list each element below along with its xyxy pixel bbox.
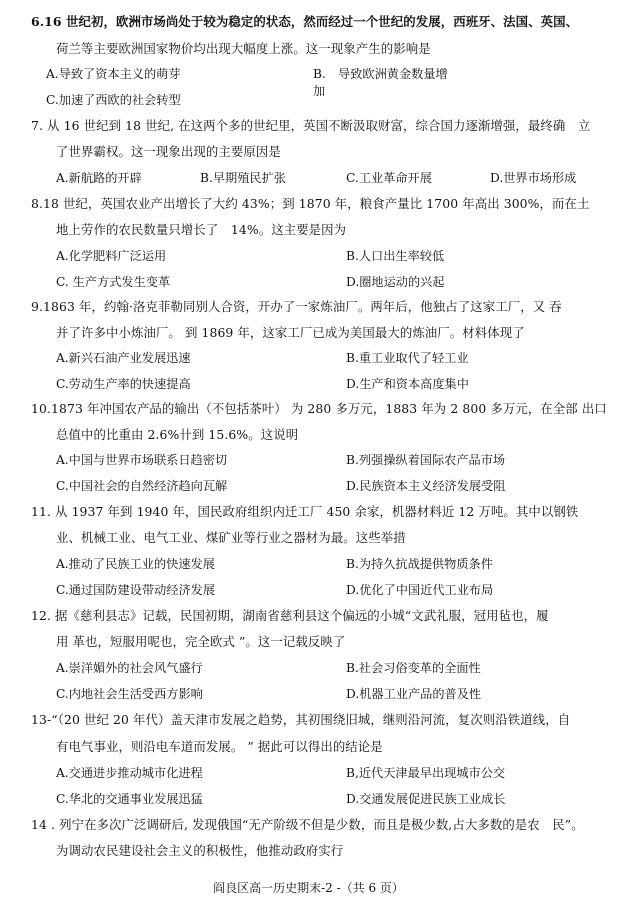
question-11-option-b[interactable]: B.为持久抗战提供物质条件 [346,557,493,571]
question-9-option-b[interactable]: B.重工业取代了轻工业 [346,351,469,365]
question-6-option-a[interactable]: A.导致了资本主义的萌芽 [46,67,181,81]
question-12-line-2: 用 革也，短服用呢也，完全欧式 ”。这一记载反映了 [56,634,346,649]
question-13-line-2: 有电气事业，则沿电车道而发展。 ” 据此可以得出的结论是 [56,739,383,754]
page-footer: 阎良区高一历史期末-2 -（共 6 页） [213,881,404,895]
question-12-option-d[interactable]: D.机器工业产品的普及性 [346,687,482,701]
question-6-option-b[interactable]: B. 导致欧洲黄金数量增 [313,67,448,81]
question-8-option-d[interactable]: D.圈地运动的兴起 [346,275,445,289]
question-7-line-2: 了世界霸权。这一现象出现的主要原因是 [56,144,281,159]
question-6-line-1: 6.16 世纪初，欧洲市场尚处于较为稳定的状态，然而经过一个世纪的发展，西班牙、法国、英国、 [31,14,579,29]
question-8-option-b[interactable]: B.人口出生率较低 [346,249,445,263]
question-9-option-c[interactable]: C.劳动生产率的快速提高 [56,377,191,391]
question-12-option-a[interactable]: A.崇洋媚外的社会风气盛行 [56,661,203,675]
question-14-line-1: 14 . 列宁在多次广泛调研后, 发现俄国“无产阶级不但是少数，而且是极少数,占大多数的是农 民”。 [31,817,584,832]
question-12-option-c[interactable]: C.内地社会生活受西方影响 [56,687,203,701]
question-11-option-a[interactable]: A.推动了民族工业的快速发展 [56,557,215,571]
question-7-option-c[interactable]: C.工业革命开展 [346,171,432,185]
question-13-line-1: 13-“（20 世纪 20 年代）盖天津市发展之趋势，其初围绕旧城，继则沿河流，复次则沿铁道线，自 [31,712,571,727]
question-8-line-2: 地上劳作的农民数量只增长了 14%。这主要是因为 [56,222,347,237]
question-11-option-c[interactable]: C.通过国防建设带动经济发展 [56,583,216,597]
question-9-line-2: 并了许多中小炼油厂。 到 1869 年，这家工厂已成为美国最大的炼油厂。材料体现了 [56,325,525,340]
question-10-option-b[interactable]: B.列强操纵着国际农产品市场 [346,453,506,467]
question-9-option-d[interactable]: D.生产和资本高度集中 [346,377,469,391]
question-6-option-c[interactable]: C.加速了西欧的社会转型 [46,93,181,107]
question-6-line-2: 荷兰等主要欧洲国家物价均出现大幅度上涨。这一现象产生的影响是 [56,41,431,56]
question-11-line-1: 11. 从 1937 年到 1940 年，国民政府组织内迁工厂 450 余家，机器材料近 12 万吨。其中以钢铁 [31,504,579,519]
question-13-option-d[interactable]: D.交通发展促进民族工业成长 [346,792,506,806]
question-12-option-b[interactable]: B.社会习俗变革的全面性 [346,661,481,675]
question-10-option-a[interactable]: A.中国与世界市场联系日趋密切 [56,453,228,467]
question-10-option-c[interactable]: C.中国社会的自然经济趋向瓦解 [56,479,228,493]
question-7-line-1: 7. 从 16 世纪到 18 世纪, 在这两个多的世纪里，英国不断汲取财富，综合国力逐渐增强，最终确 立 [31,118,591,133]
question-11-option-d[interactable]: D.优化了中国近代工业布局 [346,583,494,597]
question-10-line-1: 10.1873 年冲国农产品的输出（不包括茶叶） 为 280 多万元，1883 年为 2 800 多万元，在全部 出口 [31,401,607,416]
question-10-line-2: 总值中的比重由 2.6%卄到 15.6%。这说明 [56,427,299,442]
question-9-option-a[interactable]: A.新兴石油产业发展迅速 [56,351,191,365]
question-8-option-c[interactable]: C. 生产方式发生变革 [56,275,171,289]
question-6-option-b-wrap: 加 [313,84,326,98]
question-7-option-b[interactable]: B.早期殖民扩张 [200,171,286,185]
question-8-option-a[interactable]: A.化学肥料广泛运用 [56,249,167,263]
question-7-option-d[interactable]: D.世界市场形成 [490,171,577,185]
question-11-line-2: 业、机械工业、电气工业、煤矿业等行业之器材为最。这些举措 [56,530,406,545]
question-7-option-a[interactable]: A.新航路的开辟 [56,171,142,185]
question-10-option-d[interactable]: D.民族资本主义经济发展受阻 [346,479,506,493]
question-9-line-1: 9.1863 年，约翰·洛克菲勒同别人合资，开办了一家炼油厂。两年后，他独占了这家工厂，又 吞 [31,299,562,314]
question-13-option-a[interactable]: A.交通进步推动城市化进程 [56,766,203,780]
question-12-line-1: 12. 据《慈利县志》记载，民国初期，湖南省慈利县这个偏远的小城“文武礼服，冠用毡也，履 [31,608,549,623]
question-13-option-c[interactable]: C.华北的交通事业发展迅猛 [56,792,203,806]
question-8-line-1: 8.18 世纪，英国农业产出增长了大约 43%；到 1870 年，粮食产量比 1700 年高出 300%，而在土 [31,196,590,211]
question-14-line-2: 为调动农民建设社会主义的积极性，他推动政府实行 [56,843,344,858]
question-13-option-b[interactable]: B,近代天津最早出现城市公交 [346,766,506,780]
